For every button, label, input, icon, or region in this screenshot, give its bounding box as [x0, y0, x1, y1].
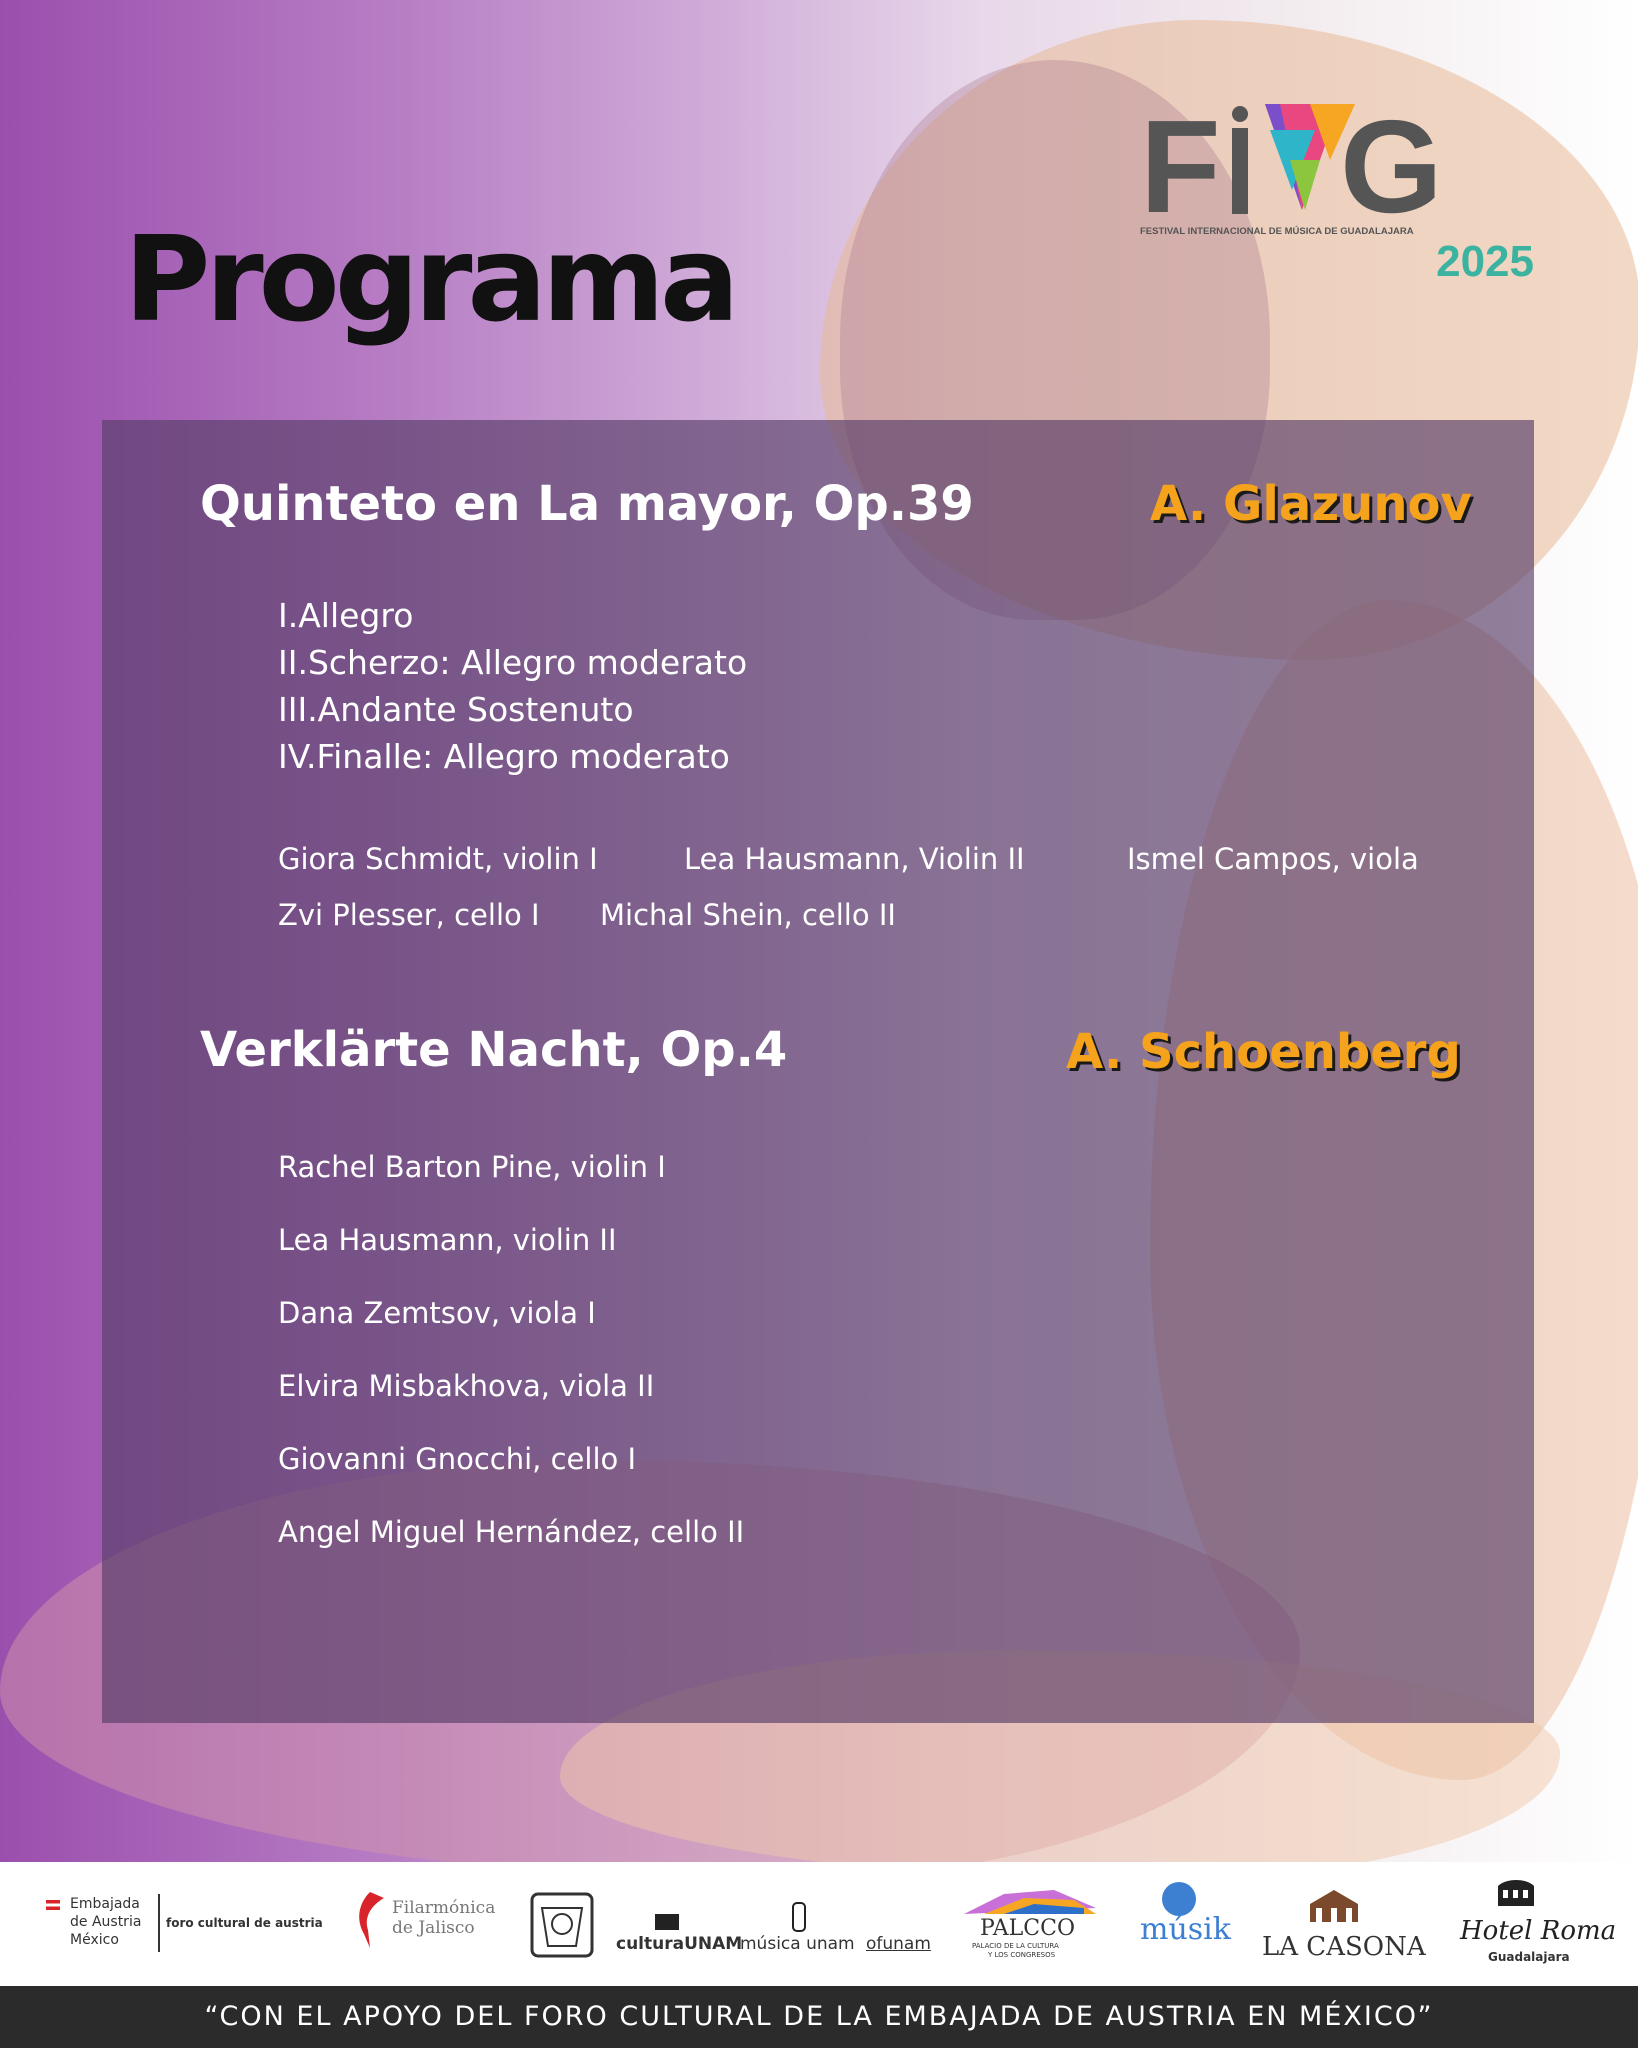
austria-flag-icon	[46, 1900, 60, 1910]
footer-credit: “CON EL APOYO DEL FORO CULTURAL DE LA EMBAJADA DE AUSTRIA EN MÉXICO”	[0, 1986, 1638, 2048]
performer: Dana Zemtsov, viola I	[278, 1296, 596, 1330]
performer: Angel Miguel Hernández, cello II	[278, 1515, 745, 1549]
sponsor-la-casona: LA CASONA	[1262, 1932, 1426, 1962]
composer-name: A. Glazunov	[1150, 476, 1472, 532]
sponsor-palcco-sub: Y LOS CONGRESOS	[988, 1951, 1056, 1959]
sponsor-cultura-unam: culturaUNAM	[616, 1934, 743, 1954]
sponsor-filarmonica-line: de Jalisco	[392, 1918, 475, 1938]
colosseum-icon	[1496, 1876, 1536, 1908]
sponsor-palcco-sub: PALACIO DE LA CULTURA	[972, 1942, 1059, 1950]
sponsor-embajada-line: México	[70, 1932, 119, 1948]
musica-unam-icon	[792, 1902, 806, 1932]
logo-year: 2025	[1436, 237, 1534, 280]
filarmonica-logo-icon	[350, 1890, 390, 1950]
sponsor-palcco: PALCCO	[980, 1916, 1075, 1941]
musik-logo-icon	[1162, 1882, 1196, 1916]
composer-name: A. Schoenberg	[1066, 1024, 1461, 1080]
sponsor-musica-unam: música unam	[740, 1934, 855, 1954]
performer: Rachel Barton Pine, violin I	[278, 1150, 666, 1184]
movement-item: III.Andante Sostenuto	[278, 690, 634, 729]
cultura-unam-icon	[655, 1914, 679, 1930]
sponsor-embajada-line: de Austria	[70, 1914, 142, 1930]
sponsor-filarmonica-line: Filarmónica	[392, 1898, 496, 1918]
logo-subtitle: FESTIVAL INTERNACIONAL DE MÚSICA DE GUADALAJARA	[1140, 226, 1414, 237]
sponsors-bar	[0, 1862, 1638, 1986]
sponsor-ofunam: ofunam	[866, 1934, 931, 1954]
performer: Lea Hausmann, Violin II	[684, 842, 1025, 876]
work-title: Verklärte Nacht, Op.4	[200, 1022, 788, 1078]
performer: Ismel Campos, viola	[1127, 842, 1419, 876]
la-casona-building-icon	[1308, 1886, 1360, 1924]
page-title: Programa	[124, 210, 735, 348]
movement-item: IV.Finalle: Allegro moderato	[278, 737, 730, 776]
movement-item: I.Allegro	[278, 596, 414, 635]
performer: Zvi Plesser, cello I	[278, 898, 540, 932]
sponsor-hotel-roma: Hotel Roma	[1460, 1916, 1617, 1946]
sponsor-musik: músik	[1140, 1912, 1231, 1947]
sponsor-foro-cultural: foro cultural de austria	[166, 1916, 323, 1930]
unam-seal-icon	[528, 1888, 596, 1960]
fimg-logo	[1140, 100, 1540, 280]
work-title: Quinteto en La mayor, Op.39	[200, 476, 974, 532]
performer: Giora Schmidt, violin I	[278, 842, 598, 876]
performer: Elvira Misbakhova, viola II	[278, 1369, 655, 1403]
performer: Michal Shein, cello II	[600, 898, 896, 932]
svg-text:F: F	[1140, 100, 1217, 240]
sponsor-divider	[158, 1894, 160, 1952]
performer: Lea Hausmann, violin II	[278, 1223, 617, 1257]
movement-item: II.Scherzo: Allegro moderato	[278, 643, 748, 682]
svg-text:G: G	[1340, 100, 1443, 240]
palcco-logo-icon	[964, 1888, 1096, 1916]
sponsor-embajada-line: Embajada	[70, 1896, 140, 1912]
performer: Giovanni Gnocchi, cello I	[278, 1442, 637, 1476]
sponsor-hotel-roma-city: Guadalajara	[1488, 1950, 1570, 1964]
